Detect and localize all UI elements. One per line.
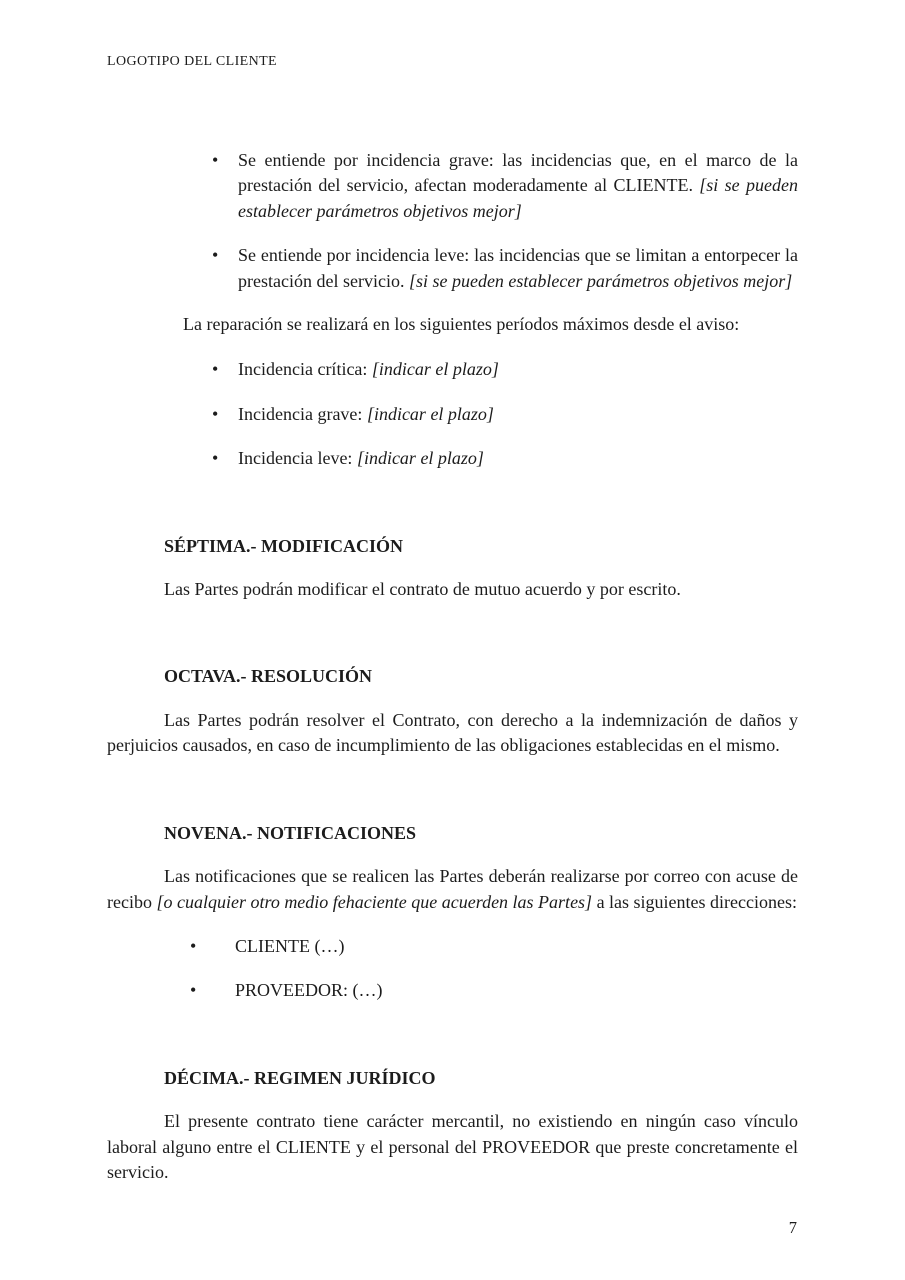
repair-item-label: Incidencia grave:: [238, 403, 367, 424]
clause-body-octava: Las Partes podrán resolver el Contrato, con derecho a la indemnización de daños y perjuicios causados, en caso de incumplimiento de las obligaciones establecidas en el mismo.: [107, 709, 798, 756]
bullet-icon: •: [212, 448, 219, 469]
novena-body-pre: Las notificaciones que se realicen las Partes deberán realizarse por correo con acuse de recibo: [107, 866, 798, 912]
repair-item-placeholder: [indicar el plazo]: [371, 359, 499, 380]
incident-leve-text: Se entiende por incidencia leve: las incidencias que se limitan a entorpecer la prestación del servicio.: [238, 245, 798, 291]
repair-item-label: Incidencia leve:: [238, 448, 357, 469]
bullet-icon: •: [190, 980, 197, 1001]
incident-grave-placeholder: [si se pueden establecer parámetros objetivos mejor]: [238, 175, 798, 221]
bullet-icon: •: [212, 150, 219, 170]
incident-grave-text: Se entiende por incidencia grave: las incidencias que, en el marco de la prestación del servicio, afectan moderadamente al CLIENTE.: [238, 150, 798, 196]
incident-definitions-list: [107, 148, 798, 294]
repair-item-placeholder: [indicar el plazo]: [356, 448, 484, 469]
list-item: [107, 446, 798, 471]
list-item: [107, 402, 798, 427]
clause-heading-octava: OCTAVA.- RESOLUCIÓN: [164, 666, 373, 687]
list-item: [107, 148, 798, 224]
address-proveedor: PROVEEDOR: (…): [235, 980, 383, 1001]
bullet-icon: •: [212, 245, 219, 266]
repair-item-placeholder: [indicar el plazo]: [366, 403, 494, 424]
clause-body-septima: Las Partes podrán modificar el contrato de mutuo acuerdo y por escrito.: [164, 579, 681, 600]
repair-intro-paragraph: La reparación se realizará en los siguientes períodos máximos desde el aviso:: [183, 314, 740, 335]
bullet-icon: •: [212, 359, 219, 380]
bullet-icon: •: [212, 403, 219, 424]
novena-body-post: a las siguientes direcciones:: [592, 891, 797, 912]
client-logo-placeholder: LOGOTIPO DEL CLIENTE: [107, 54, 278, 69]
novena-body-placeholder: [o cualquier otro medio fehaciente que acuerden las Partes]: [156, 891, 593, 912]
clause-body-decima: El presente contrato tiene carácter mercantil, no existiendo en ningún caso vínculo laboral alguno entre el CLIENTE y el personal del PROVEEDOR que preste concretamente el servicio.: [107, 1111, 798, 1182]
list-item: [107, 978, 798, 1003]
repair-periods-list: [107, 357, 798, 471]
list-item: [107, 243, 798, 294]
list-item: [107, 357, 798, 382]
clause-heading-decima: DÉCIMA.- REGIMEN JURÍDICO: [164, 1067, 436, 1088]
notification-addresses-list: [107, 934, 798, 1004]
repair-item-label: Incidencia crítica:: [238, 359, 372, 380]
clause-heading-septima: SÉPTIMA.- MODIFICACIÓN: [164, 535, 404, 556]
page-number: 7: [788, 1218, 797, 1237]
bullet-icon: •: [190, 935, 197, 956]
address-cliente: CLIENTE (…): [235, 935, 345, 956]
clause-body-novena: [107, 864, 798, 915]
list-item: [107, 934, 798, 959]
incident-leve-placeholder: [si se pueden establecer parámetros objetivos mejor]: [408, 270, 793, 291]
clause-heading-novena: NOVENA.- NOTIFICACIONES: [164, 822, 417, 843]
